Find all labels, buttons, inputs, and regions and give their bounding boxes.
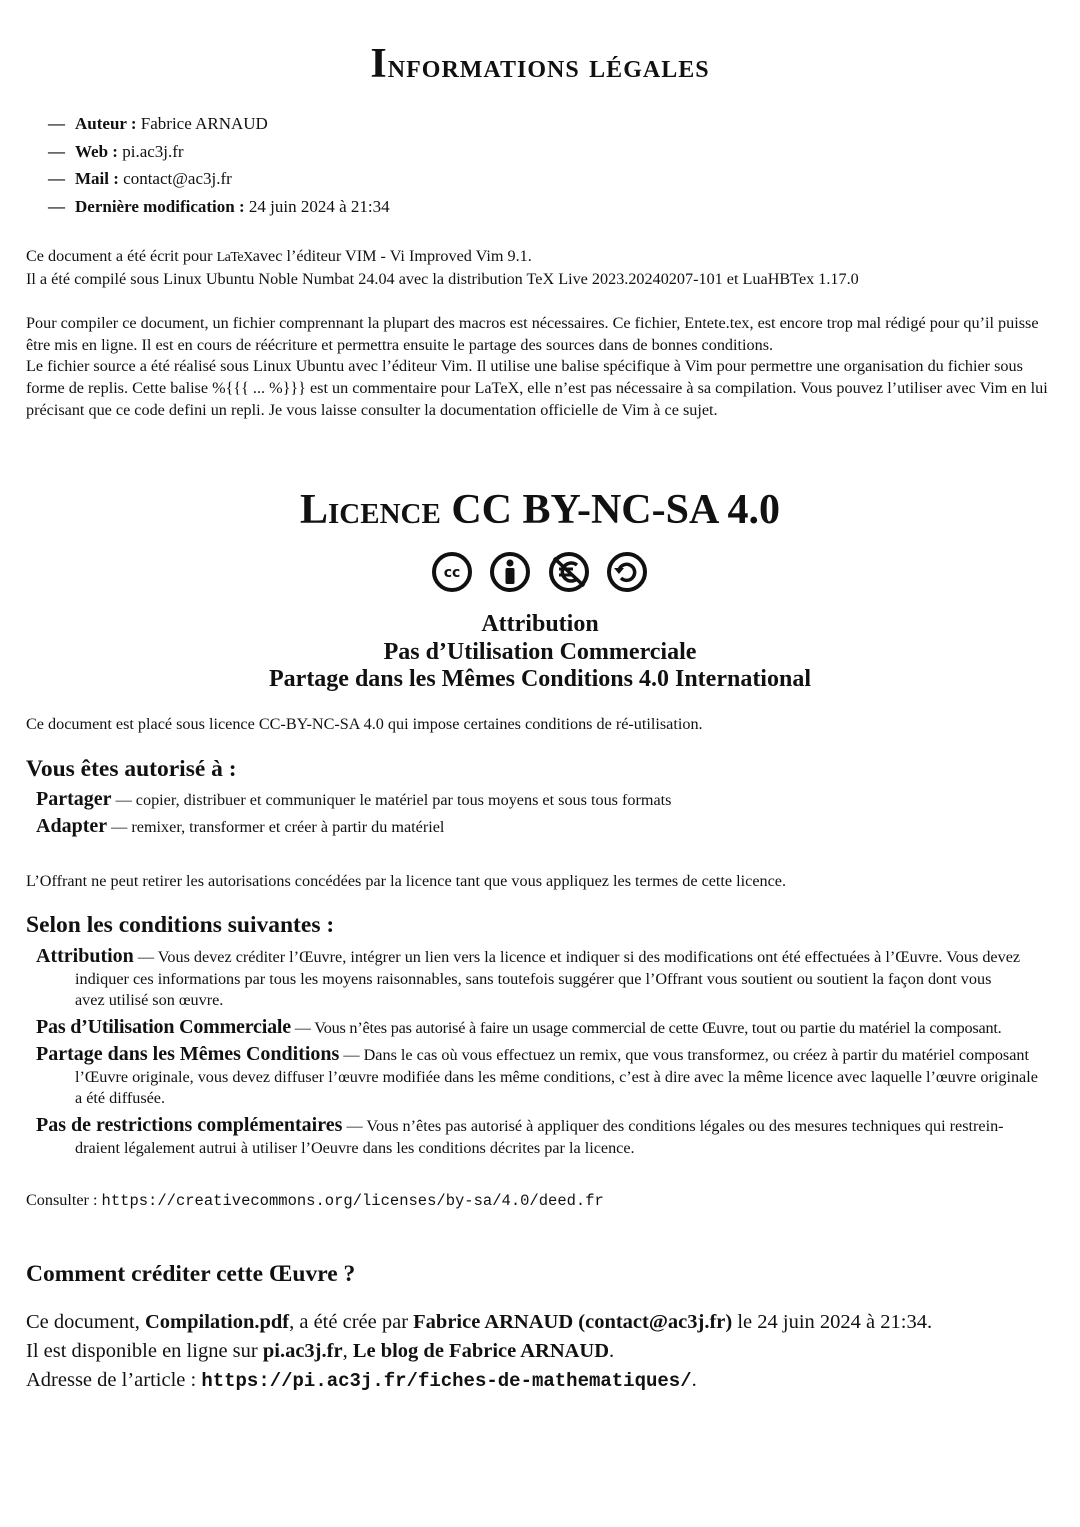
legal-title: Informations légales	[370, 41, 710, 87]
credit-line-1: Ce document, Compilation.pdf, a été crée par Fabrice ARNAUD (contact@ac3j.fr) le 24 juin 2024 à 21:34.	[26, 1311, 933, 1333]
licence-url-link[interactable]: https://creativecommons.org/licenses/by-sa/4.0/deed.fr	[101, 1192, 604, 1210]
list-item: — Dernière modification : 24 juin 2024 à 21:34	[48, 196, 390, 216]
licence-intro: Ce document est placé sous licence CC-BY-NC-SA 4.0 qui impose certaines conditions de ré-utilisation.	[26, 715, 703, 733]
list-item: Attribution — Vous devez créditer l’Œuvre, intégrer un lien vers la licence et indiquer si des modifications ont été effectuées à l’Œuvre. Vous devez indiquer ces informations par tous les moyens raisonnables, sans toutefois suggérer que l’Offrant vous soutient ou soutient la façon dont vous avez utilisé son œuvre.	[36, 945, 1021, 1010]
list-item: Adapter — remixer, transformer et créer à partir du matériel	[36, 815, 445, 837]
credit-block	[26, 1308, 1066, 1396]
credit-line-3: Adresse de l’article : https://pi.ac3j.fr/fiches-de-mathematiques/.	[26, 1369, 697, 1392]
nc-icon	[551, 554, 587, 590]
list-item: — Web : pi.ac3j.fr	[48, 141, 184, 161]
cc-icon	[434, 554, 470, 590]
legal-meta-list	[48, 112, 390, 222]
list-item: Partage dans les Mêmes Conditions — Dans le cas où vous effectuez un remix, que vous transformez, ou créez à partir du matériel composant l’Œuvre originale, vous devez diffuser l’œuvre modifiée dans les même conditions, c’est à dire avec la même licence avec laquelle l’œuvre originale a été diffusée.	[36, 1043, 1038, 1108]
authorized-heading: Vous êtes autorisé à :	[26, 756, 237, 782]
site-link[interactable]: pi.ac3j.fr	[262, 1340, 343, 1362]
svg-text:cc: cc	[443, 565, 461, 581]
list-item: Partager — copier, distribuer et communiquer le matériel par tous moyens et sous tous formats	[36, 788, 672, 810]
list-item: Pas de restrictions complémentaires — Vous n’êtes pas autorisé à appliquer des conditions légales ou des mesures techniques qui restrein- draient légalement autrui à utiliser l’Oeuvre dans les conditions décrites par la licence.	[36, 1114, 1004, 1157]
list-item: Pas d’Utilisation Commerciale — Vous n’êtes pas autorisé à faire un usage commercial de cette Œuvre, tout ou partie du matériel la composant.	[36, 1016, 1002, 1038]
web-link[interactable]: pi.ac3j.fr	[122, 141, 184, 161]
article-url-link[interactable]: https://pi.ac3j.fr/fiches-de-mathematiques/	[201, 1370, 692, 1392]
tools-paragraph	[26, 246, 1056, 290]
by-icon	[492, 554, 528, 590]
licence-subtitle: Attribution Pas d’Utilisation Commerciale Partage dans les Mêmes Conditions 4.0 International	[269, 611, 811, 692]
latex-logo: LaTeX	[216, 250, 253, 265]
mail-link[interactable]: contact@ac3j.fr	[123, 169, 232, 188]
consult-line: Consulter : https://creativecommons.org/licenses/by-sa/4.0/deed.fr	[26, 1191, 604, 1210]
written-line: Ce document a été écrit pour LaTeXavec l’éditeur VIM - Vi Improved Vim 9.1.	[26, 247, 532, 265]
credit-line-2: Il est disponible en ligne sur pi.ac3j.fr, Le blog de Fabrice ARNAUD.	[26, 1340, 615, 1362]
licence-title: Licence CC BY-NC-SA 4.0	[300, 487, 780, 533]
credit-heading: Comment créditer cette Œuvre ?	[26, 1261, 356, 1287]
list-item: — Auteur : Fabrice ARNAUD	[48, 114, 268, 133]
cc-license-icons	[430, 550, 650, 594]
compiled-line: Il a été compilé sous Linux Ubuntu Noble Numbat 24.04 avec la distribution TeX Live 2023.20240207-101 et LuaHBTex 1.17.0	[26, 269, 859, 288]
compile-paragraph: Pour compiler ce document, un fichier comprennant la plupart des macros est nécessaires. Ce fichier, Entete.tex, est encore trop mal rédigé pour qu’il puisse être mis en ligne. Il est en cours de réécriture et permettra ensuite le partage des sources dans de bonnes conditions. Le fichier source a été réalisé sous Linux Ubuntu avec l’éditeur Vim. Il utilise une balise spécifique à Vim pour permettre une organisation du fichier sous forme de replis. Cette balise %{{{ ... %}}} est un commentaire pour LaTeX, elle n’est pas nécessaire à sa compilation. Vous pouvez l’utiliser avec Vim en lui précisant que ce code defini un repli. Je vous laisse consulter la documentation officielle de Vim à ce sujet.	[26, 314, 1048, 419]
conditions-heading: Selon les conditions suivantes :	[26, 912, 335, 938]
sa-icon	[609, 554, 645, 590]
list-item: — Mail : contact@ac3j.fr	[48, 169, 232, 188]
offrant-note: L’Offrant ne peut retirer les autorisations concédées par la licence tant que vous appliquez les termes de cette licence.	[26, 872, 787, 890]
